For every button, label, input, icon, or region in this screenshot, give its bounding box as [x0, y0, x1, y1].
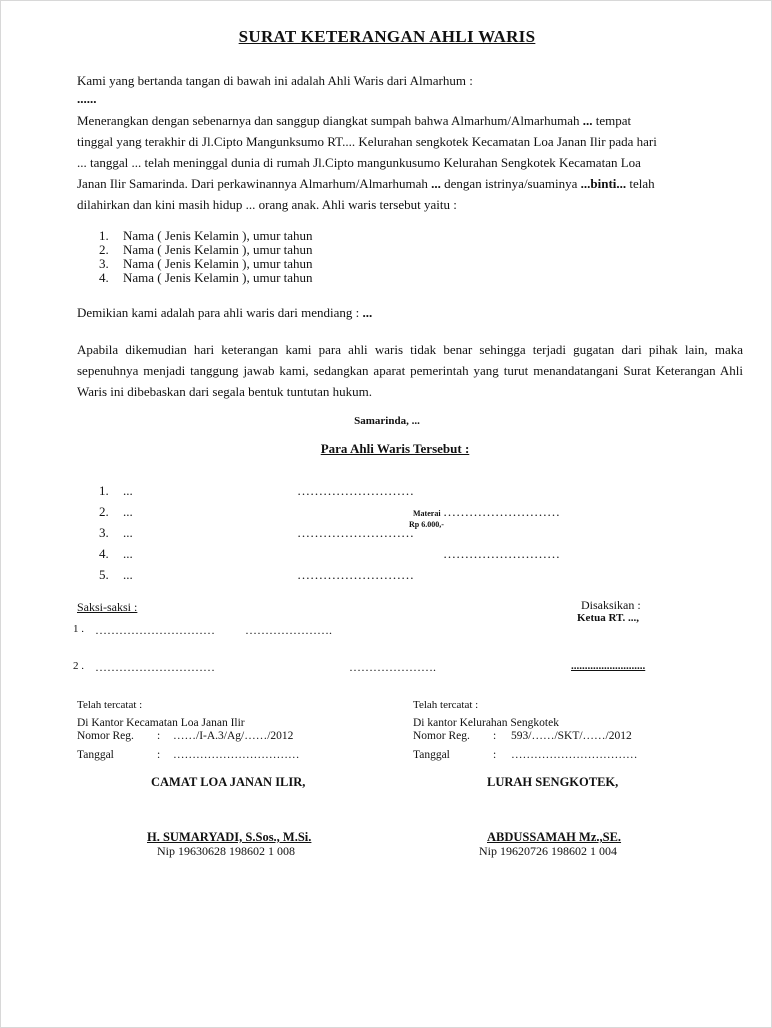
signature-number: 3.: [99, 525, 109, 540]
left-date-label: Tanggal: [77, 749, 114, 761]
signature-number: 5.: [99, 567, 109, 582]
lurah-nip: Nip 19620726 198602 1 004: [479, 844, 617, 858]
signature-line-left: ………………………: [297, 567, 414, 582]
left-reg-number: ……/I-A.3/Ag/……/2012: [173, 730, 294, 742]
lurah-title: LURAH SENGKOTEK,: [487, 775, 619, 789]
left-recorded-label: Telah tercatat :: [77, 699, 143, 711]
paragraph1-line3: ... tanggal ... telah meninggal dunia di rumah Jl.Cipto mangunkusumo Kelurahan Sengkotek Kecamatan Loa: [77, 155, 641, 170]
paragraph1-line4: Janan Ilir Samarinda. Dari perkawinannya Almarhum/Almarhumah ... dengan istrinya/suaminya ...binti... telah: [77, 176, 655, 191]
camat-name: H. SUMARYADI, S.Sos., M.Si.: [147, 830, 312, 844]
signature-line-left: ………………………: [297, 483, 414, 498]
paragraph1-line1: Menerangkan dengan sebenarnya dan sanggup diangkat sumpah bahwa Almarhum/Almarhumah ... tempat: [77, 113, 632, 128]
intro-line: Kami yang bertanda tangan di bawah ini adalah Ahli Waris dari Almarhum :: [77, 73, 473, 88]
right-date-value: ……………………………: [511, 749, 638, 761]
disaksikan-label: Disaksikan :: [581, 598, 641, 612]
left-reg-label: Nomor Reg.: [77, 730, 134, 742]
saksi-number: 1 .: [73, 623, 84, 635]
signature-name: ...: [123, 546, 133, 561]
left-date-colon: :: [157, 749, 161, 761]
lurah-name: ABDUSSAMAH Mz.,SE.: [487, 830, 622, 844]
heir-item: 3. Nama ( Jenis Kelamin ), umur tahun: [99, 256, 313, 271]
camat-title: CAMAT LOA JANAN ILIR,: [151, 775, 306, 789]
right-reg-label: Nomor Reg.: [413, 730, 470, 742]
heirs-list: [99, 229, 313, 285]
materai-amount: Rp 6.000,-: [409, 520, 444, 529]
left-date-value: ……………………………: [173, 749, 300, 761]
ketua-rt-signature: ...........................: [571, 660, 646, 672]
deceased-name: ......: [77, 91, 97, 106]
heir-item: 2. Nama ( Jenis Kelamin ), umur tahun: [99, 242, 313, 257]
heir-item: 4. Nama ( Jenis Kelamin ), umur tahun: [99, 270, 313, 285]
right-reg-number: 593/……/SKT/……/2012: [511, 730, 632, 742]
signature-number: 1.: [99, 483, 109, 498]
signature-line-right: ………………………: [443, 546, 560, 561]
heirs-heading: Para Ahli Waris Tersebut :: [320, 441, 470, 456]
right-date-colon: :: [493, 749, 497, 761]
right-date-label: Tanggal: [413, 749, 450, 761]
materai-label: Materai: [413, 509, 441, 518]
signature-name: ...: [123, 525, 133, 540]
right-reg-colon: :: [493, 730, 497, 742]
signature-name: ...: [123, 483, 133, 498]
place-date: Samarinda, ...: [354, 415, 420, 427]
paragraph1-line5: dilahirkan dan kini masih hidup ... orang anak. Ahli waris tersebut yaitu :: [77, 197, 457, 212]
saksi-heading: Saksi-saksi :: [77, 600, 138, 614]
camat-nip: Nip 19630628 198602 1 008: [157, 844, 295, 858]
signature-line-right: ………………………: [443, 504, 560, 519]
saksi-sign: ………………….: [349, 660, 436, 674]
signature-line-left: ………………………: [297, 525, 414, 540]
right-office: Di kantor Kelurahan Sengkotek: [413, 717, 559, 729]
saksi-name: …………………………: [95, 623, 215, 637]
signature-name: ...: [123, 567, 133, 582]
saksi-sign: ………………….: [245, 623, 332, 637]
left-reg-colon: :: [157, 730, 161, 742]
paragraph2: Apabila dikemudian hari keterangan kami para ahli waris tidak benar sehingga terjadi gugatan dari pihak lain, maka sepenuhnya menjadi tanggung jawab kami, sedangkan aparat pemerintah yang turut menandatangani Surat Keterangan Ahli Waris ini dibebaskan dari segala bentuk tuntutan hukum.: [77, 342, 743, 399]
paragraph1-line2: tinggal yang terakhir di Jl.Cipto Mangunksumo RT.... Kelurahan sengkotek Kecamatan Loa Janan Ilir pada hari: [77, 134, 657, 149]
signature-number: 4.: [99, 546, 109, 561]
signature-number: 2.: [99, 504, 109, 519]
left-office: Di Kantor Kecamatan Loa Janan Ilir: [77, 717, 245, 729]
ketua-rt: Ketua RT. ...,: [577, 612, 640, 624]
saksi-number: 2 .: [73, 660, 84, 672]
right-recorded-label: Telah tercatat :: [413, 699, 479, 711]
demikian-line: Demikian kami adalah para ahli waris dari mendiang : ...: [77, 305, 373, 320]
saksi-name: …………………………: [95, 660, 215, 674]
document-title: SURAT KETERANGAN AHLI WARIS: [238, 27, 536, 46]
signature-name: ...: [123, 504, 133, 519]
heir-item: 1. Nama ( Jenis Kelamin ), umur tahun: [99, 228, 313, 243]
